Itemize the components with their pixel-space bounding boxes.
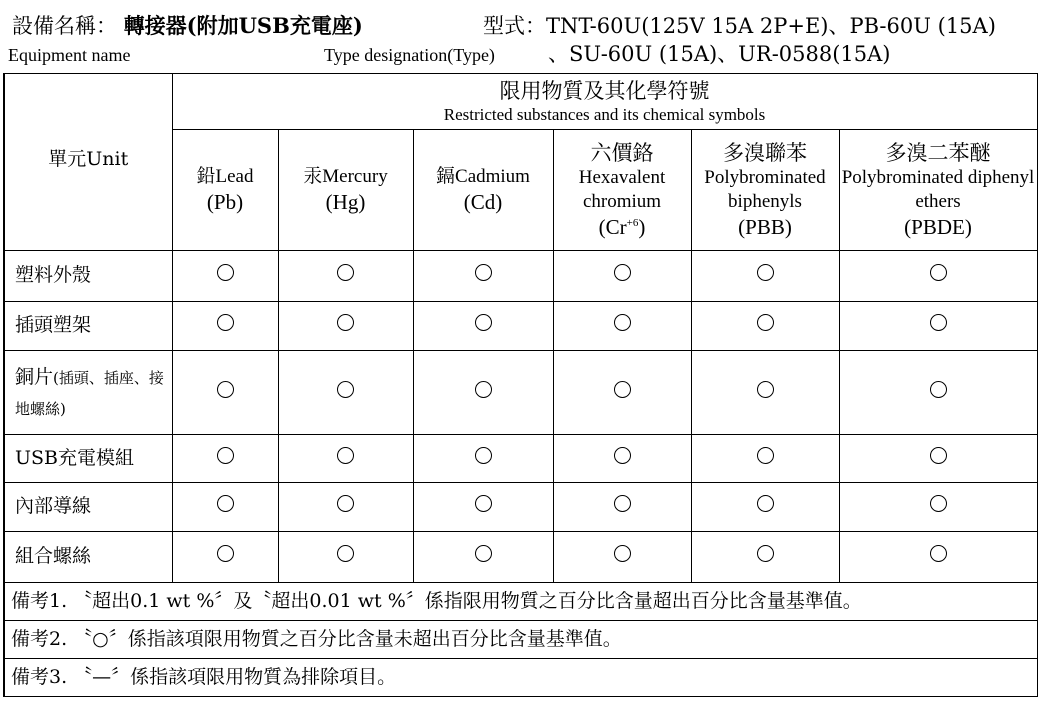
equipment-name-line [12, 10, 363, 40]
col-hexavalent-chromium [553, 130, 691, 251]
circle-mark-icon [614, 495, 631, 512]
compliance-cell [691, 483, 839, 532]
compliance-cell [691, 532, 839, 583]
remark-note: 備考3. 〝—〞係指該項限用物質為排除項目。 [4, 659, 1037, 697]
circle-mark-icon [217, 495, 234, 512]
compliance-cell [413, 483, 553, 532]
compliance-cell [839, 435, 1037, 483]
circle-mark-icon [217, 545, 234, 562]
table-row [4, 302, 1037, 351]
circle-mark-icon [337, 264, 354, 281]
circle-mark-icon [757, 264, 774, 281]
col-pbb-zh: 多溴聯苯 [723, 141, 807, 165]
compliance-cell [691, 351, 839, 435]
restricted-substances-header [172, 74, 1037, 130]
col-mercury [278, 130, 413, 251]
row-label [4, 532, 172, 583]
col-cadmium-symbol: (Cd) [463, 189, 503, 214]
circle-mark-icon [614, 264, 631, 281]
row-label [4, 351, 172, 435]
restricted-zh: 限用物質及其化學符號 [499, 78, 710, 103]
compliance-cell [172, 532, 278, 583]
row-label-subtext: (插頭、插座、接地螺絲) [15, 369, 164, 418]
col-lead-symbol: (Pb) [206, 189, 244, 214]
compliance-cell [839, 351, 1037, 435]
col-pbb-en: Polybrominated biphenyls [704, 167, 826, 212]
equipment-label: 設備名稱： [12, 14, 117, 38]
compliance-cell [553, 251, 691, 302]
document-header [0, 0, 1041, 74]
type-value-1: TNT-60U(125V 15A 2P+E)、PB-60U (15A) [546, 14, 996, 38]
compliance-cell [172, 302, 278, 351]
circle-mark-icon [475, 264, 492, 281]
circle-mark-icon [475, 545, 492, 562]
equipment-value: 轉接器(附加USB充電座) [123, 13, 363, 38]
circle-mark-icon [930, 381, 947, 398]
col-lead [172, 130, 278, 251]
compliance-cell [413, 532, 553, 583]
remark-note: 備考1. 〝超出0.1 wt %〞及〝超出0.01 wt %〞係指限用物質之百分比含量超出百分比含量基準值。 [4, 583, 1037, 621]
row-label-text: 銅片 [15, 366, 54, 389]
compliance-cell [278, 351, 413, 435]
compliance-cell [839, 532, 1037, 583]
compliance-cell [172, 251, 278, 302]
circle-mark-icon [475, 447, 492, 464]
row-label-text: USB充電模組 [15, 446, 134, 469]
col-pbb-symbol: (PBB) [738, 214, 792, 239]
circle-mark-icon [930, 495, 947, 512]
row-label-text: 插頭塑架 [15, 314, 92, 337]
row-label-text: 組合螺絲 [15, 545, 92, 568]
remark-note: 備考2. 〝○〞係指該項限用物質之百分比含量未超出百分比含量基準值。 [4, 621, 1037, 659]
circle-mark-icon [930, 314, 947, 331]
compliance-cell [278, 532, 413, 583]
circle-mark-icon [217, 264, 234, 281]
type-label: 型式： [483, 14, 546, 38]
col-pbde-en: Polybrominated diphenyl ethers [841, 167, 1035, 212]
row-label [4, 251, 172, 302]
compliance-cell [413, 251, 553, 302]
circle-mark-icon [614, 447, 631, 464]
table-row [4, 532, 1037, 583]
col-pbde-symbol: (PBDE) [904, 214, 972, 239]
type-designation-line [483, 10, 996, 40]
table-body [4, 251, 1037, 583]
compliance-cell [172, 435, 278, 483]
unit-header: 單元Unit [4, 74, 172, 251]
compliance-cell [553, 435, 691, 483]
table-row [4, 351, 1037, 435]
col-mercury-name: 汞Mercury [303, 166, 388, 187]
circle-mark-icon [337, 381, 354, 398]
col-pbb [691, 130, 839, 251]
compliance-cell [278, 435, 413, 483]
col-pbde-zh: 多溴二苯醚 [885, 141, 991, 165]
compliance-cell [691, 251, 839, 302]
circle-mark-icon [337, 447, 354, 464]
col-pbde [839, 130, 1037, 251]
circle-mark-icon [757, 545, 774, 562]
row-label [4, 302, 172, 351]
compliance-cell [172, 351, 278, 435]
equipment-label-en: Equipment name [8, 45, 131, 65]
compliance-cell [691, 302, 839, 351]
table-row [4, 483, 1037, 532]
col-cadmium [413, 130, 553, 251]
row-label [4, 435, 172, 483]
circle-mark-icon [475, 495, 492, 512]
type-value-2: 、SU-60U (15A)、UR-0588(15A) [548, 42, 891, 66]
row-label [4, 483, 172, 532]
circle-mark-icon [614, 545, 631, 562]
col-mercury-symbol: (Hg) [325, 189, 366, 214]
col-chromium-en: Hexavalent chromium [578, 167, 666, 212]
col-cadmium-name: 鎘Cadmium [436, 166, 530, 187]
circle-mark-icon [217, 447, 234, 464]
circle-mark-icon [930, 264, 947, 281]
circle-mark-icon [757, 447, 774, 464]
circle-mark-icon [757, 314, 774, 331]
compliance-cell [278, 302, 413, 351]
compliance-cell [278, 251, 413, 302]
col-lead-name: 鉛Lead [196, 166, 254, 187]
compliance-cell [691, 435, 839, 483]
compliance-cell [553, 483, 691, 532]
compliance-cell [839, 302, 1037, 351]
compliance-cell [172, 483, 278, 532]
circle-mark-icon [614, 314, 631, 331]
compliance-cell [839, 483, 1037, 532]
type-label-en: Type designation(Type) [324, 45, 495, 65]
restricted-en: Restricted substances and its chemical symbols [443, 105, 766, 124]
compliance-cell [413, 435, 553, 483]
row-label-text: 塑料外殼 [15, 264, 92, 287]
compliance-cell [553, 532, 691, 583]
circle-mark-icon [337, 314, 354, 331]
circle-mark-icon [217, 381, 234, 398]
circle-mark-icon [930, 447, 947, 464]
table-row [4, 251, 1037, 302]
row-label-text: 內部導線 [15, 495, 92, 518]
compliance-cell [553, 302, 691, 351]
col-chromium-zh: 六價鉻 [590, 141, 654, 165]
notes-section [4, 583, 1037, 697]
compliance-cell [413, 351, 553, 435]
restricted-substances-table [3, 73, 1038, 697]
circle-mark-icon [217, 314, 234, 331]
compliance-cell [278, 483, 413, 532]
circle-mark-icon [475, 381, 492, 398]
compliance-cell [553, 351, 691, 435]
circle-mark-icon [475, 314, 492, 331]
circle-mark-icon [930, 545, 947, 562]
circle-mark-icon [337, 545, 354, 562]
circle-mark-icon [337, 495, 354, 512]
circle-mark-icon [757, 381, 774, 398]
circle-mark-icon [757, 495, 774, 512]
col-chromium-symbol: $(Cr^{+6})$ [598, 214, 646, 239]
compliance-cell [413, 302, 553, 351]
table-row [4, 435, 1037, 483]
circle-mark-icon [614, 381, 631, 398]
compliance-cell [839, 251, 1037, 302]
